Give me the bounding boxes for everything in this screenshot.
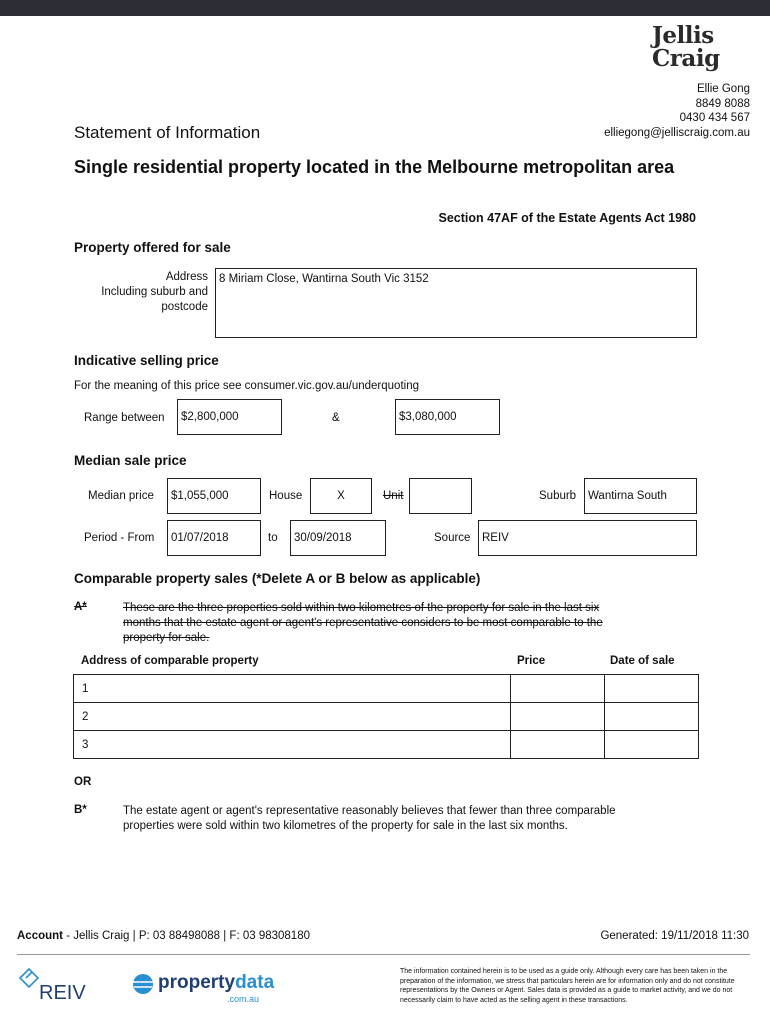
option-a-line: property for sale. bbox=[123, 632, 210, 644]
source-label: Source bbox=[434, 532, 471, 544]
option-b-line: properties were sold within two kilometres of the property for sale in the last six months. bbox=[123, 820, 568, 832]
house-field[interactable]: X bbox=[310, 478, 372, 514]
address-label bbox=[101, 270, 208, 315]
footer-divider bbox=[17, 954, 750, 955]
address-label-line: Address bbox=[165, 271, 208, 283]
row-date-cell[interactable] bbox=[605, 731, 699, 759]
row-date-cell[interactable] bbox=[605, 703, 699, 731]
option-b-text bbox=[123, 804, 713, 834]
logo-line-1: Jellis bbox=[652, 22, 714, 49]
row-price-cell[interactable] bbox=[511, 675, 605, 703]
underquoting-note: For the meaning of this price see consumer.vic.gov.au/underquoting bbox=[74, 380, 419, 392]
row-address-cell[interactable] bbox=[74, 703, 511, 731]
pd-domain: .com.au bbox=[227, 994, 260, 1004]
house-label: House bbox=[269, 490, 303, 502]
period-to-field[interactable]: 30/09/2018 bbox=[290, 520, 386, 556]
row-number: 2 bbox=[82, 710, 89, 723]
pd-main: property bbox=[158, 972, 236, 993]
row-address-cell[interactable] bbox=[74, 731, 511, 759]
row-number: 3 bbox=[82, 738, 89, 751]
option-b-label: B* bbox=[74, 804, 87, 816]
generated-timestamp: Generated: 19/11/2018 11:30 bbox=[600, 930, 749, 942]
unit-label: Unit bbox=[383, 490, 404, 502]
median-price-label: Median price bbox=[88, 490, 154, 502]
document-title: Single residential property located in the Melbourne metropolitan area bbox=[74, 157, 675, 177]
propertydata-logo bbox=[131, 972, 275, 1004]
median-price-field[interactable]: $1,055,000 bbox=[167, 478, 261, 514]
statement-heading: Statement of Information bbox=[74, 123, 261, 142]
median-heading: Median sale price bbox=[74, 453, 187, 468]
unit-field[interactable] bbox=[409, 478, 472, 514]
comparable-table bbox=[73, 674, 699, 759]
row-address-cell[interactable] bbox=[74, 675, 511, 703]
address-field[interactable]: 8 Miriam Close, Wantirna South Vic 3152 bbox=[215, 268, 697, 338]
reiv-logo bbox=[17, 966, 86, 1004]
suburb-field[interactable]: Wantirna South bbox=[584, 478, 697, 514]
account-details: - Jellis Craig | P: 03 88498088 | F: 03 98308180 bbox=[63, 930, 310, 942]
period-label: Period - From bbox=[84, 532, 155, 544]
period-to-label: to bbox=[268, 532, 278, 544]
address-label-line: Including suburb and bbox=[101, 286, 208, 298]
option-b-line: The estate agent or agent's representative reasonably believes that fewer than three comparable bbox=[123, 805, 616, 817]
propertydata-globe-icon bbox=[131, 972, 157, 996]
comparable-heading: Comparable property sales (*Delete A or B below as applicable) bbox=[74, 571, 481, 586]
agent-email[interactable]: elliegong@jelliscraig.com.au bbox=[604, 126, 750, 139]
logo-line-2: Craig bbox=[652, 45, 720, 72]
disclaimer-text: The information contained herein is to be used as a guide only. Although every care has been taken in the preparation of the information, we stress that particulars herein are for information only and do not constitute representations by the Owners or Agent. Sales data is provided as a guide to market activity, and we do not necessarily claim to have acted as the selling agent in these transactions. bbox=[400, 968, 735, 1004]
col-address-header: Address of comparable property bbox=[81, 655, 259, 667]
agent-phone: 8849 8088 bbox=[695, 97, 750, 110]
agent-contact bbox=[604, 82, 750, 140]
row-price-cell[interactable] bbox=[511, 731, 605, 759]
col-date-header: Date of sale bbox=[610, 655, 675, 667]
account-label: Account bbox=[17, 930, 63, 942]
jellis-craig-logo bbox=[652, 24, 720, 70]
pd-accent: data bbox=[235, 972, 275, 993]
option-a-text bbox=[123, 601, 713, 646]
option-a-label: A* bbox=[74, 601, 87, 613]
row-number: 1 bbox=[82, 682, 89, 695]
section-reference: Section 47AF of the Estate Agents Act 1980 bbox=[438, 211, 696, 225]
table-row bbox=[74, 703, 699, 731]
table-row bbox=[74, 675, 699, 703]
address-label-line: postcode bbox=[161, 301, 208, 313]
source-field[interactable]: REIV bbox=[478, 520, 697, 556]
range-ampersand: & bbox=[332, 412, 340, 424]
property-heading: Property offered for sale bbox=[74, 240, 231, 255]
row-price-cell[interactable] bbox=[511, 703, 605, 731]
period-from-field[interactable]: 01/07/2018 bbox=[167, 520, 261, 556]
reiv-text: REIV bbox=[39, 982, 86, 1004]
propertydata-wordmark bbox=[158, 972, 274, 994]
row-date-cell[interactable] bbox=[605, 675, 699, 703]
table-row bbox=[74, 731, 699, 759]
indicative-heading: Indicative selling price bbox=[74, 353, 219, 368]
option-a-line: months that the estate agent or agent's representative considers to be most comparable to the bbox=[123, 617, 603, 629]
col-price-header: Price bbox=[517, 655, 546, 667]
agent-name: Ellie Gong bbox=[696, 83, 750, 95]
or-separator: OR bbox=[74, 776, 92, 788]
agent-mobile: 0430 434 567 bbox=[679, 112, 750, 124]
option-a-line: These are the three properties sold within two kilometres of the property for sale in the last six bbox=[123, 602, 600, 614]
price-high-field[interactable]: $3,080,000 bbox=[395, 399, 500, 435]
price-low-field[interactable]: $2,800,000 bbox=[177, 399, 282, 435]
account-line bbox=[17, 930, 310, 942]
top-bar bbox=[0, 0, 770, 16]
range-label: Range between bbox=[84, 412, 165, 424]
suburb-label: Suburb bbox=[539, 490, 577, 502]
